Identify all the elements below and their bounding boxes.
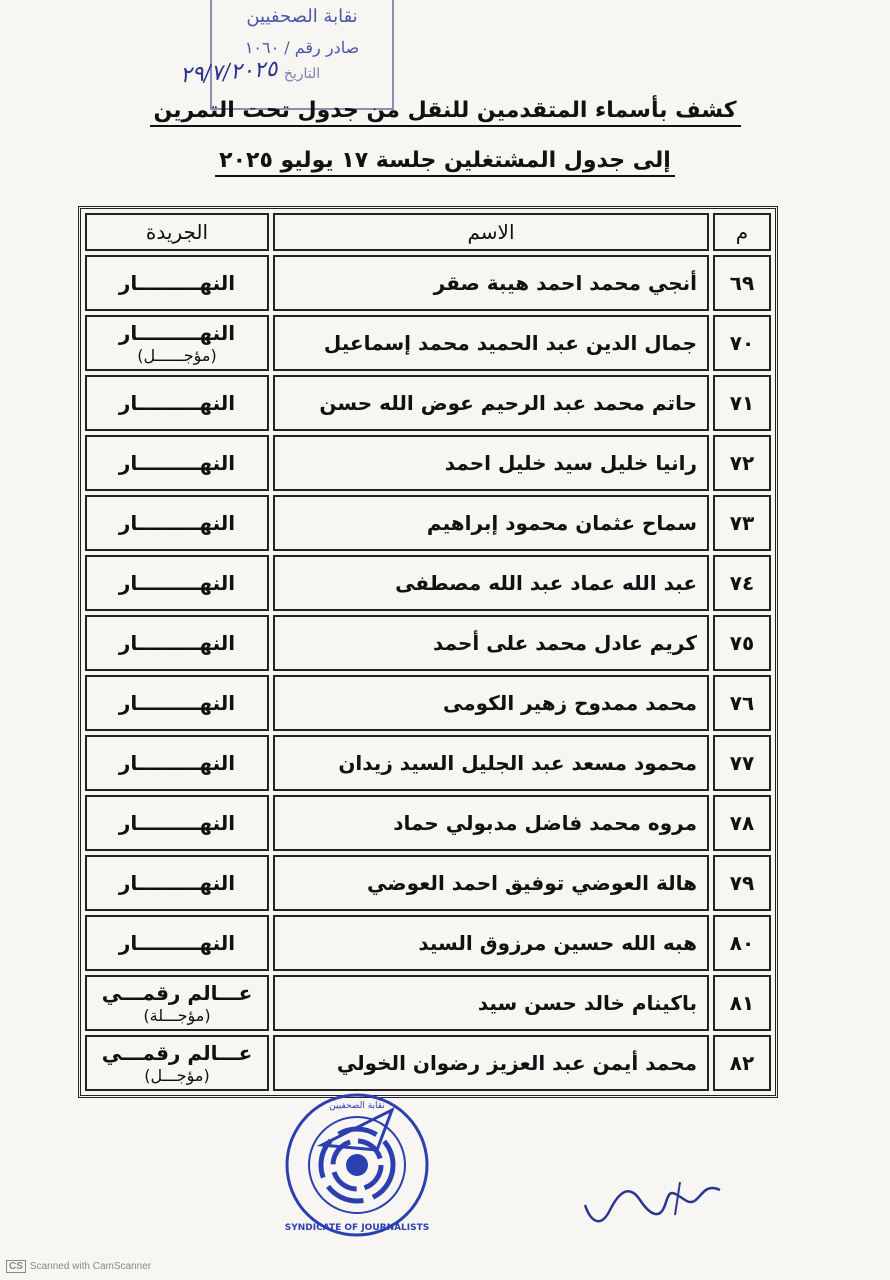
newspaper-name: النهـــــــــار: [118, 270, 236, 295]
applicant-name: سماح عثمان محمود إبراهيم: [273, 495, 709, 551]
seal-text: SYNDICATE OF JOURNALISTS: [284, 1223, 430, 1233]
postponed-note: (مؤجـــل): [144, 1065, 210, 1085]
stamp-outgoing-number: صادر رقم / ١٠٦٠: [244, 38, 360, 57]
applicant-name: رانيا خليل سيد خليل احمد: [273, 435, 709, 491]
applicant-name: أنجي محمد احمد هيبة صقر: [273, 255, 709, 311]
newspaper-cell: [85, 375, 269, 431]
document-subtitle: [60, 148, 830, 173]
handwritten-date: ٢٩/٧/٢٠٢٥: [179, 56, 279, 89]
applicant-name: عبد الله عماد عبد الله مصطفى: [273, 555, 709, 611]
newspaper-cell: [85, 975, 269, 1031]
applicant-name: هبه الله حسين مرزوق السيد: [273, 915, 709, 971]
table-row: [85, 375, 771, 431]
newspaper-name: النهـــــــــار: [118, 320, 236, 345]
newspaper-name: النهـــــــــار: [118, 570, 236, 595]
table-header-row: [85, 213, 771, 251]
row-number: ٨٢: [713, 1035, 771, 1091]
row-number: ٧١: [713, 375, 771, 431]
table-row: [85, 915, 771, 971]
newspaper-cell: [85, 495, 269, 551]
applicant-name: هالة العوضي توفيق احمد العوضي: [273, 855, 709, 911]
newspaper-name: النهـــــــــار: [118, 450, 236, 475]
table-row: [85, 315, 771, 371]
row-number: ٧٢: [713, 435, 771, 491]
newspaper-cell: [85, 615, 269, 671]
document-title: [60, 98, 830, 123]
title-line-2: إلى جدول المشتغلين جلسة ١٧ يوليو ٢٠٢٥: [215, 148, 675, 177]
newspaper-name: النهـــــــــار: [118, 690, 236, 715]
camscanner-icon: CS: [6, 1260, 26, 1273]
newspaper-name: عـــالم رقمـــي: [101, 1040, 253, 1065]
row-number: ٧٦: [713, 675, 771, 731]
newspaper-name: النهـــــــــار: [118, 870, 236, 895]
table-row: [85, 735, 771, 791]
column-header-name: [273, 213, 709, 251]
newspaper-cell: [85, 855, 269, 911]
newspaper-cell: [85, 915, 269, 971]
table-row: [85, 675, 771, 731]
row-number: ٨١: [713, 975, 771, 1031]
table-row: [85, 495, 771, 551]
signature: [580, 1170, 730, 1230]
stamp-date-label: التاريخ: [283, 66, 321, 82]
newspaper-name: النهـــــــــار: [118, 750, 236, 775]
column-header-newspaper: الجريدة: [85, 213, 269, 251]
row-number: ٧٥: [713, 615, 771, 671]
postponed-note: (مؤجــــــل): [137, 345, 217, 365]
applicant-name: محمود مسعد عبد الجليل السيد زيدان: [273, 735, 709, 791]
newspaper-cell: [85, 555, 269, 611]
column-header-number: م: [713, 213, 771, 251]
row-number: ٧٣: [713, 495, 771, 551]
applicant-name: باكينام خالد حسن سيد: [273, 975, 709, 1031]
title-line-1: كشف بأسماء المتقدمين للنقل من جدول تحت التمرين: [150, 98, 741, 127]
row-number: ٧٠: [713, 315, 771, 371]
scanner-footer: [6, 1260, 151, 1273]
newspaper-name: النهـــــــــار: [118, 930, 236, 955]
table-row: [85, 615, 771, 671]
newspaper-name: عـــالم رقمـــي: [101, 980, 253, 1005]
newspaper-name: النهـــــــــار: [118, 810, 236, 835]
newspaper-name: النهـــــــــار: [118, 630, 236, 655]
applicants-table: [78, 206, 778, 1098]
table-row: [85, 255, 771, 311]
scanner-text: Scanned with CamScanner: [29, 1261, 152, 1272]
row-number: ٨٠: [713, 915, 771, 971]
newspaper-cell: [85, 1035, 269, 1091]
newspaper-cell: [85, 315, 269, 371]
newspaper-name: النهـــــــــار: [118, 390, 236, 415]
newspaper-cell: [85, 255, 269, 311]
row-number: ٦٩: [713, 255, 771, 311]
row-number: ٧٨: [713, 795, 771, 851]
table-row: [85, 855, 771, 911]
newspaper-cell: [85, 435, 269, 491]
seal-arabic-text: نقابة الصحفيين: [329, 1101, 385, 1111]
registry-stamp: [210, 0, 394, 110]
applicant-name: جمال الدين عبد الحميد محمد إسماعيل: [273, 315, 709, 371]
row-number: ٧٧: [713, 735, 771, 791]
applicant-name: محمد ممدوح زهير الكومى: [273, 675, 709, 731]
table-row: [85, 1035, 771, 1091]
stamp-org: نقابة الصحفيين: [246, 6, 358, 27]
table-row: [85, 795, 771, 851]
applicant-name: كريم عادل محمد على أحمد: [273, 615, 709, 671]
syndicate-seal: [282, 1090, 432, 1240]
applicant-name: مروه محمد فاضل مدبولي حماد: [273, 795, 709, 851]
table-row: [85, 435, 771, 491]
newspaper-name: النهـــــــــار: [118, 510, 236, 535]
applicant-name: حاتم محمد عبد الرحيم عوض الله حسن: [273, 375, 709, 431]
postponed-note: (مؤجـــلة): [143, 1005, 211, 1025]
column-header-name-label: الاسم: [467, 220, 515, 244]
row-number: ٧٩: [713, 855, 771, 911]
table-row: [85, 555, 771, 611]
newspaper-cell: [85, 795, 269, 851]
applicant-name: محمد أيمن عبد العزيز رضوان الخولي: [273, 1035, 709, 1091]
newspaper-cell: [85, 675, 269, 731]
table-row: [85, 975, 771, 1031]
row-number: ٧٤: [713, 555, 771, 611]
newspaper-cell: [85, 735, 269, 791]
